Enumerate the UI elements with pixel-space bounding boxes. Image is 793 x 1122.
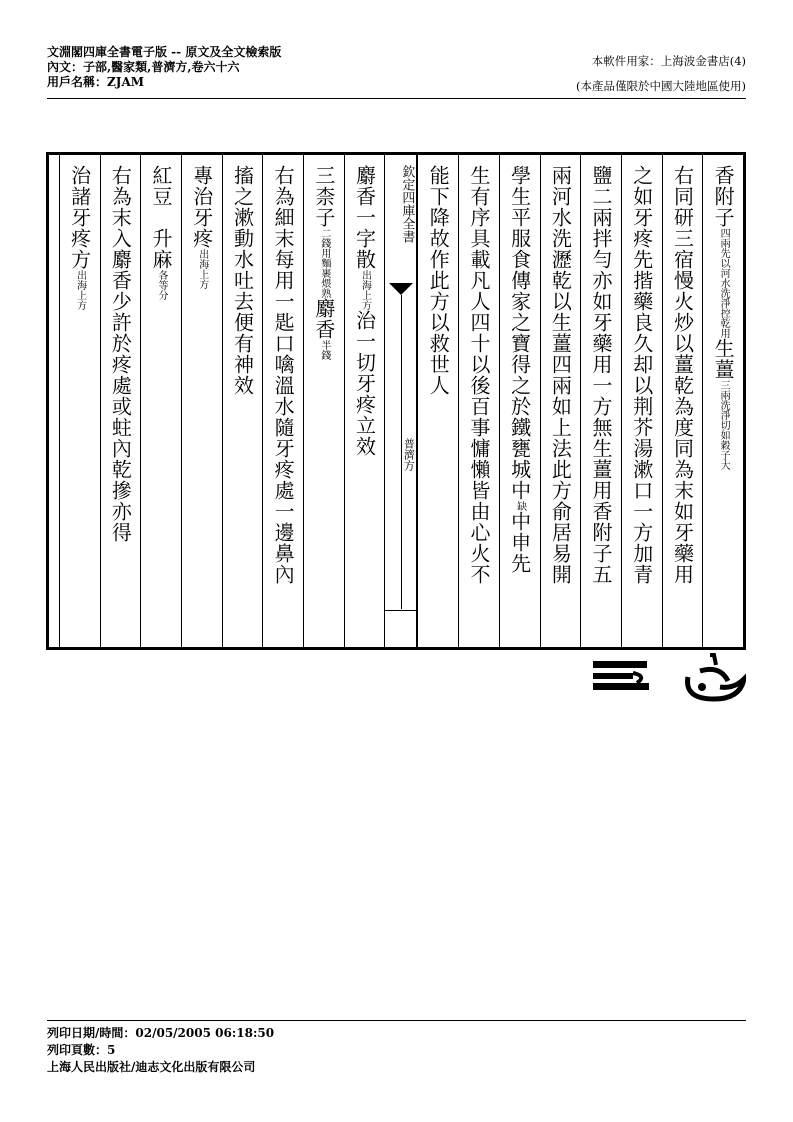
main-text: 三柰子 (311, 165, 336, 228)
annotation-note: 四兩先以河水洗淨控乾用 (718, 228, 730, 338)
center-title: 欽定四庫全書 (399, 165, 415, 243)
annotation-note: 出海上方 (74, 270, 86, 310)
header-line-title: 文淵閣四庫全書電子版 -- 原文及全文檢索版 (47, 45, 282, 59)
main-text: 生有序具載凡人四十以後百事慵懶皆由心火不 (466, 165, 491, 585)
column-text (150, 165, 172, 300)
column-text (631, 165, 653, 585)
header-left (47, 45, 281, 90)
column-text (109, 165, 131, 543)
main-text: 治一切牙疼立效 (352, 310, 377, 457)
footer-page-count: 列印頁數：5 (47, 1043, 116, 1057)
text-column (303, 155, 344, 647)
text-column (344, 155, 385, 647)
book-name: 普濟方 (402, 438, 416, 471)
column-text (549, 165, 571, 585)
annotation-note: 二錢用麵裹煨熟 (318, 228, 330, 298)
main-text: 之如牙疼先揩藥良久却以荆芥湯漱口一方加青 (629, 165, 654, 585)
column-text (590, 165, 612, 585)
annotation-note: 出海上方 (196, 249, 208, 289)
column-text (712, 165, 734, 470)
header-rule (47, 98, 746, 99)
column-text (313, 165, 335, 360)
main-text: 香附子 (711, 165, 736, 228)
main-text: 兩河水洗瀝乾以生薑四兩如上法此方俞居易開 (548, 165, 573, 585)
main-text: 搐之漱動水吐去便有神效 (230, 165, 255, 396)
main-text: 專治牙疼 (189, 165, 214, 249)
main-text: 學生平服食傳家之寶得之於鐵甕城中 (507, 165, 532, 501)
main-text: 生薑 (711, 338, 736, 380)
column-text (354, 165, 376, 457)
header-licensee: 本軟件用家：上海波金書店(4) (591, 54, 746, 68)
column-text (671, 165, 693, 585)
main-text: 麝香一字散 (352, 165, 377, 270)
column-text (191, 165, 213, 289)
text-column (580, 155, 621, 647)
text-column (458, 155, 499, 647)
main-text: 右為末入麝香少許於疼處或蛀內乾摻亦得 (108, 165, 133, 543)
column-text (272, 165, 294, 585)
main-text: 治諸牙疼方 (67, 165, 92, 270)
footer-rule (47, 1020, 746, 1021)
header-line-content: 內文：子部,醫家類,普濟方,卷六十六 (47, 60, 240, 74)
text-column (621, 155, 662, 647)
siku-logo-icon (591, 659, 651, 699)
text-column (59, 155, 100, 647)
main-text: 能下降故作此方以救世人 (426, 165, 451, 396)
column-text (231, 165, 253, 396)
text-column (222, 155, 263, 647)
main-text (149, 207, 173, 228)
text-column (181, 155, 222, 647)
column-text (69, 165, 91, 310)
text-column (100, 155, 141, 647)
annotation-note: 缺 (514, 501, 526, 511)
text-column (540, 155, 581, 647)
text-column (140, 155, 181, 647)
header-region-note: (本產品僅限於中國大陸地區使用) (576, 79, 746, 93)
main-text: 麝香 (311, 298, 336, 340)
text-column (702, 155, 743, 647)
main-text: 中申先 (507, 511, 532, 574)
main-text: 右同研三宿慢火炒以薑乾為度同為末如牙藥用 (670, 165, 695, 585)
annotation-note: 各等分 (156, 270, 168, 300)
text-column (662, 155, 703, 647)
column-text (468, 165, 490, 585)
main-text: 升麻 (149, 228, 174, 270)
main-text: 右為細末每用一匙口噙溫水隨牙疼處一邊鼻內 (271, 165, 296, 585)
text-column (417, 155, 458, 647)
publisher-seal-icon (682, 651, 746, 703)
header-right (576, 49, 746, 99)
text-column (499, 155, 540, 647)
footer (47, 1025, 274, 1076)
main-text: 鹽二兩拌勻亦如牙藥用一方無生薑用香附子五 (589, 165, 614, 585)
center-bottom-rule (385, 610, 416, 611)
annotation-note: 出海上方 (359, 270, 371, 310)
header-line-user: 用戶名稱：ZJAM (47, 75, 145, 89)
footer-publisher: 上海人民出版社/迪志文化出版有限公司 (47, 1060, 256, 1074)
main-text: 紅豆 (149, 165, 174, 207)
annotation-note: 三兩洗淨切如穀子大 (718, 380, 730, 470)
column-text (509, 165, 531, 574)
column-text (427, 165, 449, 396)
fish-tail-mark (389, 283, 413, 295)
page-frame (46, 152, 746, 650)
center-column (384, 155, 417, 647)
footer-print-time: 列印日期/時間：02/05/2005 06:18:50 (47, 1026, 275, 1040)
annotation-note: 半錢 (318, 340, 330, 360)
text-column (262, 155, 303, 647)
